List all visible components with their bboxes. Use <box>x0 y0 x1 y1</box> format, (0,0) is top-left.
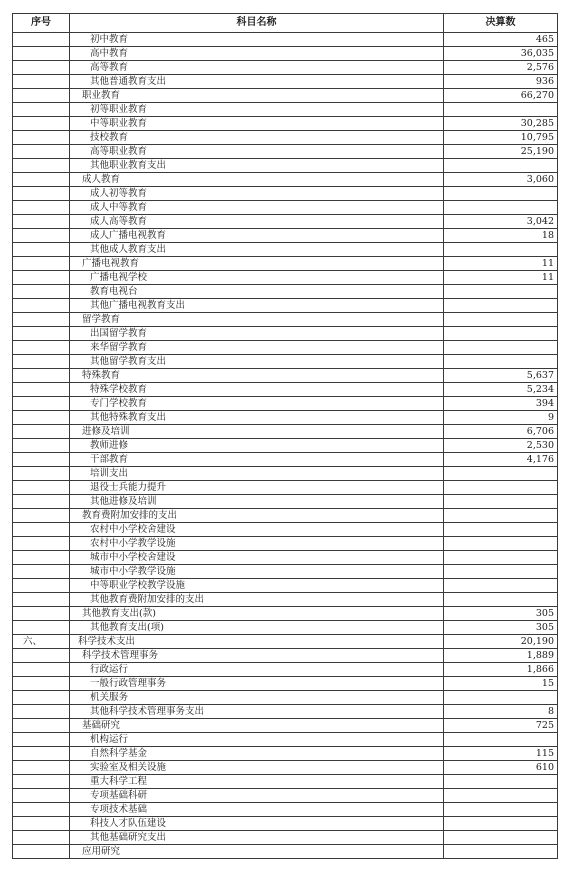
row-name: 高等职业教育 <box>70 145 444 159</box>
row-seq <box>13 761 70 775</box>
row-seq <box>13 509 70 523</box>
row-name: 专项基础科研 <box>70 789 444 803</box>
row-name: 基础研究 <box>70 719 444 733</box>
row-name: 来华留学教育 <box>70 341 444 355</box>
row-amount: 20,190 <box>444 635 558 649</box>
row-name: 高中教育 <box>70 47 444 61</box>
row-amount <box>444 467 558 481</box>
table-header <box>13 14 558 33</box>
row-seq <box>13 411 70 425</box>
table-row <box>13 481 558 495</box>
row-seq <box>13 467 70 481</box>
table-row <box>13 383 558 397</box>
row-seq <box>13 439 70 453</box>
table-row <box>13 187 558 201</box>
table-row <box>13 691 558 705</box>
row-name: 初等职业教育 <box>70 103 444 117</box>
row-name: 自然科学基金 <box>70 747 444 761</box>
row-seq <box>13 131 70 145</box>
table-row <box>13 285 558 299</box>
row-amount <box>444 579 558 593</box>
row-seq <box>13 159 70 173</box>
row-name: 出国留学教育 <box>70 327 444 341</box>
table-row <box>13 425 558 439</box>
table-row <box>13 145 558 159</box>
row-seq <box>13 61 70 75</box>
row-amount <box>444 551 558 565</box>
table-row <box>13 33 558 47</box>
table-row <box>13 229 558 243</box>
row-name: 机构运行 <box>70 733 444 747</box>
row-amount: 11 <box>444 257 558 271</box>
row-seq <box>13 495 70 509</box>
row-amount: 610 <box>444 761 558 775</box>
row-name: 中等职业学校教学设施 <box>70 579 444 593</box>
row-amount <box>444 481 558 495</box>
table-row <box>13 173 558 187</box>
table-row <box>13 761 558 775</box>
table-row <box>13 551 558 565</box>
row-seq <box>13 663 70 677</box>
row-seq <box>13 327 70 341</box>
table-row <box>13 719 558 733</box>
row-amount <box>444 299 558 313</box>
table-row <box>13 509 558 523</box>
row-name: 教师进修 <box>70 439 444 453</box>
row-name: 其他教育支出(款) <box>70 607 444 621</box>
row-amount <box>444 495 558 509</box>
header-row <box>13 14 558 33</box>
header-name: 科目名称 <box>70 14 444 33</box>
row-amount <box>444 789 558 803</box>
row-amount: 2,530 <box>444 439 558 453</box>
row-amount: 9 <box>444 411 558 425</box>
row-seq <box>13 47 70 61</box>
row-name: 其他基础研究支出 <box>70 831 444 845</box>
row-name: 成人初等教育 <box>70 187 444 201</box>
row-amount <box>444 691 558 705</box>
row-amount <box>444 593 558 607</box>
table-row <box>13 313 558 327</box>
row-seq <box>13 733 70 747</box>
row-seq <box>13 145 70 159</box>
row-amount: 66,270 <box>444 89 558 103</box>
row-name: 应用研究 <box>70 845 444 859</box>
row-amount <box>444 817 558 831</box>
row-seq <box>13 537 70 551</box>
budget-table-wrapper <box>12 13 558 859</box>
row-seq <box>13 705 70 719</box>
row-seq <box>13 285 70 299</box>
row-seq <box>13 33 70 47</box>
row-amount: 18 <box>444 229 558 243</box>
row-seq <box>13 397 70 411</box>
table-row <box>13 327 558 341</box>
row-seq <box>13 229 70 243</box>
row-name: 初中教育 <box>70 33 444 47</box>
row-name: 教育费附加安排的支出 <box>70 509 444 523</box>
row-amount <box>444 831 558 845</box>
row-seq <box>13 803 70 817</box>
row-name: 广播电视教育 <box>70 257 444 271</box>
table-row <box>13 411 558 425</box>
row-amount <box>444 523 558 537</box>
row-amount: 3,060 <box>444 173 558 187</box>
table-row <box>13 201 558 215</box>
row-amount: 8 <box>444 705 558 719</box>
row-seq: 六、 <box>13 635 70 649</box>
row-name: 城市中小学教学设施 <box>70 565 444 579</box>
row-seq <box>13 551 70 565</box>
row-name: 干部教育 <box>70 453 444 467</box>
row-name: 成人高等教育 <box>70 215 444 229</box>
row-amount: 36,035 <box>444 47 558 61</box>
row-amount <box>444 803 558 817</box>
table-row <box>13 103 558 117</box>
row-name: 广播电视学校 <box>70 271 444 285</box>
row-name: 退役士兵能力提升 <box>70 481 444 495</box>
row-amount <box>444 313 558 327</box>
row-name: 其他职业教育支出 <box>70 159 444 173</box>
table-row <box>13 439 558 453</box>
row-name: 其他留学教育支出 <box>70 355 444 369</box>
row-amount: 1,866 <box>444 663 558 677</box>
table-row <box>13 341 558 355</box>
table-row <box>13 453 558 467</box>
row-amount <box>444 201 558 215</box>
row-amount: 30,285 <box>444 117 558 131</box>
row-name: 高等教育 <box>70 61 444 75</box>
row-seq <box>13 103 70 117</box>
row-seq <box>13 117 70 131</box>
row-amount: 15 <box>444 677 558 691</box>
row-name: 科学技术支出 <box>70 635 444 649</box>
row-amount: 936 <box>444 75 558 89</box>
row-name: 专门学校教育 <box>70 397 444 411</box>
row-amount <box>444 509 558 523</box>
header-seq: 序号 <box>13 14 70 33</box>
row-amount: 10,795 <box>444 131 558 145</box>
row-seq <box>13 775 70 789</box>
row-seq <box>13 789 70 803</box>
row-name: 职业教育 <box>70 89 444 103</box>
table-row <box>13 663 558 677</box>
row-name: 其他普通教育支出 <box>70 75 444 89</box>
row-amount <box>444 103 558 117</box>
row-amount <box>444 733 558 747</box>
row-amount <box>444 243 558 257</box>
row-amount: 115 <box>444 747 558 761</box>
table-row <box>13 61 558 75</box>
row-seq <box>13 383 70 397</box>
row-amount <box>444 341 558 355</box>
table-row <box>13 635 558 649</box>
row-name: 农村中小学校舍建设 <box>70 523 444 537</box>
table-row <box>13 621 558 635</box>
row-name: 进修及培训 <box>70 425 444 439</box>
row-seq <box>13 593 70 607</box>
row-name: 行政运行 <box>70 663 444 677</box>
row-amount: 5,637 <box>444 369 558 383</box>
row-name: 留学教育 <box>70 313 444 327</box>
table-row <box>13 117 558 131</box>
table-row <box>13 299 558 313</box>
table-row <box>13 271 558 285</box>
row-seq <box>13 831 70 845</box>
table-body <box>13 33 558 859</box>
table-row <box>13 467 558 481</box>
table-row <box>13 131 558 145</box>
row-amount: 11 <box>444 271 558 285</box>
table-row <box>13 523 558 537</box>
table-row <box>13 789 558 803</box>
table-row <box>13 369 558 383</box>
row-seq <box>13 719 70 733</box>
row-seq <box>13 425 70 439</box>
row-name: 其他进修及培训 <box>70 495 444 509</box>
table-row <box>13 75 558 89</box>
row-seq <box>13 201 70 215</box>
budget-table <box>12 13 558 859</box>
row-name: 特殊教育 <box>70 369 444 383</box>
row-amount <box>444 565 558 579</box>
row-name: 科技人才队伍建设 <box>70 817 444 831</box>
row-seq <box>13 355 70 369</box>
row-seq <box>13 845 70 859</box>
row-amount: 3,042 <box>444 215 558 229</box>
row-name: 成人教育 <box>70 173 444 187</box>
row-seq <box>13 691 70 705</box>
row-amount: 305 <box>444 607 558 621</box>
row-name: 中等职业教育 <box>70 117 444 131</box>
table-row <box>13 495 558 509</box>
table-row <box>13 831 558 845</box>
row-amount: 6,706 <box>444 425 558 439</box>
row-name: 实验室及相关设施 <box>70 761 444 775</box>
table-row <box>13 257 558 271</box>
row-name: 城市中小学校舍建设 <box>70 551 444 565</box>
row-seq <box>13 173 70 187</box>
row-amount <box>444 355 558 369</box>
table-row <box>13 803 558 817</box>
table-row <box>13 397 558 411</box>
row-seq <box>13 187 70 201</box>
header-amount: 决算数 <box>444 14 558 33</box>
row-name: 其他广播电视教育支出 <box>70 299 444 313</box>
row-name: 科学技术管理事务 <box>70 649 444 663</box>
row-name: 成人广播电视教育 <box>70 229 444 243</box>
row-seq <box>13 89 70 103</box>
table-row <box>13 159 558 173</box>
row-amount <box>444 285 558 299</box>
row-amount: 394 <box>444 397 558 411</box>
table-row <box>13 649 558 663</box>
row-amount: 2,576 <box>444 61 558 75</box>
row-seq <box>13 257 70 271</box>
row-seq <box>13 341 70 355</box>
row-seq <box>13 481 70 495</box>
row-amount <box>444 775 558 789</box>
row-amount: 5,234 <box>444 383 558 397</box>
row-amount <box>444 187 558 201</box>
row-seq <box>13 215 70 229</box>
table-row <box>13 733 558 747</box>
row-seq <box>13 649 70 663</box>
row-amount <box>444 537 558 551</box>
table-row <box>13 215 558 229</box>
row-name: 培训支出 <box>70 467 444 481</box>
table-row <box>13 579 558 593</box>
row-seq <box>13 369 70 383</box>
row-seq <box>13 299 70 313</box>
row-amount <box>444 327 558 341</box>
row-seq <box>13 453 70 467</box>
row-amount: 1,889 <box>444 649 558 663</box>
row-seq <box>13 579 70 593</box>
row-seq <box>13 607 70 621</box>
row-name: 专项技术基础 <box>70 803 444 817</box>
row-seq <box>13 747 70 761</box>
table-row <box>13 747 558 761</box>
row-name: 重大科学工程 <box>70 775 444 789</box>
row-name: 其他教育费附加安排的支出 <box>70 593 444 607</box>
table-row <box>13 593 558 607</box>
row-seq <box>13 313 70 327</box>
row-seq <box>13 523 70 537</box>
row-name: 机关服务 <box>70 691 444 705</box>
row-name: 其他特殊教育支出 <box>70 411 444 425</box>
table-row <box>13 607 558 621</box>
row-seq <box>13 677 70 691</box>
row-seq <box>13 75 70 89</box>
table-row <box>13 845 558 859</box>
row-name: 其他教育支出(项) <box>70 621 444 635</box>
row-name: 一般行政管理事务 <box>70 677 444 691</box>
table-row <box>13 677 558 691</box>
row-seq <box>13 243 70 257</box>
row-seq <box>13 271 70 285</box>
row-name: 农村中小学教学设施 <box>70 537 444 551</box>
row-amount: 4,176 <box>444 453 558 467</box>
table-row <box>13 47 558 61</box>
row-seq <box>13 621 70 635</box>
row-amount: 465 <box>444 33 558 47</box>
row-amount: 25,190 <box>444 145 558 159</box>
row-name: 技校教育 <box>70 131 444 145</box>
row-amount: 305 <box>444 621 558 635</box>
table-row <box>13 537 558 551</box>
row-amount <box>444 845 558 859</box>
table-row <box>13 565 558 579</box>
row-name: 教育电视台 <box>70 285 444 299</box>
row-name: 特殊学校教育 <box>70 383 444 397</box>
row-name: 成人中等教育 <box>70 201 444 215</box>
row-seq <box>13 817 70 831</box>
row-amount: 725 <box>444 719 558 733</box>
table-row <box>13 817 558 831</box>
table-row <box>13 355 558 369</box>
row-seq <box>13 565 70 579</box>
table-row <box>13 89 558 103</box>
table-row <box>13 705 558 719</box>
table-row <box>13 775 558 789</box>
row-amount <box>444 159 558 173</box>
table-row <box>13 243 558 257</box>
row-name: 其他成人教育支出 <box>70 243 444 257</box>
row-name: 其他科学技术管理事务支出 <box>70 705 444 719</box>
